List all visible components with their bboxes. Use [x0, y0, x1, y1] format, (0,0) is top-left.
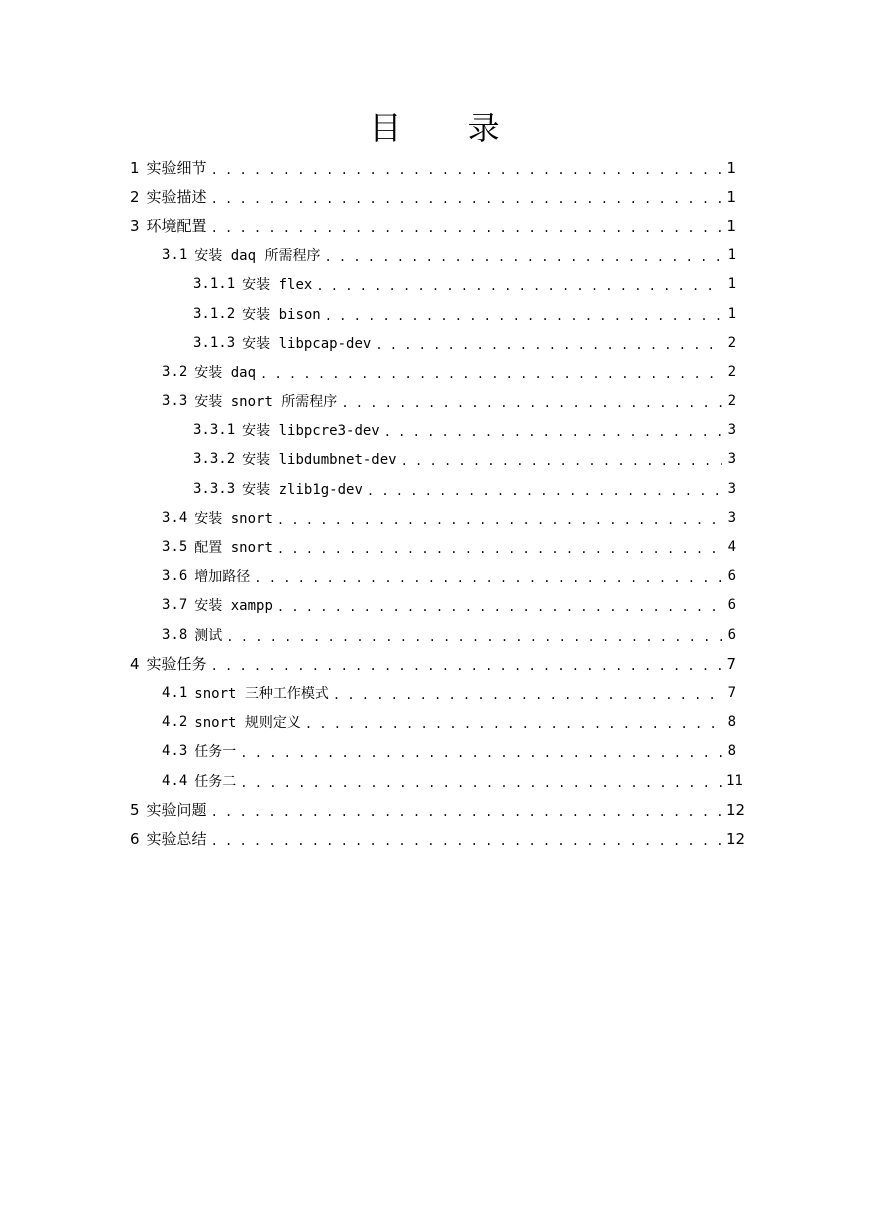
toc-entry-number: 3.4 [162, 509, 188, 526]
toc-entry-3-3-3[interactable] [0, 474, 869, 503]
toc-entry-page: 6 [727, 597, 736, 614]
toc-entry-title: 实验总结 [146, 830, 207, 849]
toc-entry-2[interactable] [0, 182, 869, 211]
toc-entry-3-4[interactable] [0, 503, 869, 532]
toc-dot-leader [384, 426, 722, 438]
toc-entry-3-1-2[interactable] [0, 299, 869, 328]
toc-entry-3-3[interactable] [0, 387, 869, 416]
toc-entry-title: 环境配置 [146, 217, 207, 236]
toc-entry-title: 安装 libpcap-dev [242, 335, 372, 352]
toc-dot-leader [324, 251, 722, 263]
toc-entry-number: 3.1.1 [193, 276, 236, 293]
toc-entry-page: 2 [727, 363, 736, 380]
toc-entry-3[interactable] [0, 211, 869, 240]
toc-entry-3-7[interactable] [0, 591, 869, 620]
toc-dot-leader [211, 193, 722, 205]
toc-entry-page: 3 [727, 451, 736, 468]
toc-entry-3-1-3[interactable] [0, 328, 869, 357]
toc-entry-3-5[interactable] [0, 532, 869, 561]
toc-dot-leader [211, 835, 722, 847]
toc-dot-leader [226, 631, 722, 643]
toc-entry-page: 1 [726, 187, 736, 206]
toc-entry-number: 4 [130, 654, 140, 673]
toc-entry-3-6[interactable] [0, 562, 869, 591]
toc-entry-title: 增加路径 [194, 569, 251, 586]
toc-dot-leader [325, 310, 722, 322]
toc-entry-page: 7 [726, 654, 736, 673]
toc-entry-title: 安装 libdumbnet-dev [242, 452, 397, 469]
toc-entry-page: 6 [727, 568, 736, 585]
toc-entry-number: 3.3.2 [193, 451, 236, 468]
toc-dot-leader [260, 368, 722, 380]
toc-entry-number: 3.8 [162, 626, 188, 643]
toc-entry-title: 安装 daq [194, 364, 257, 381]
toc-entry-number: 2 [130, 187, 140, 206]
toc-entry-title: 测试 [194, 627, 223, 644]
toc-entry-number: 4.1 [162, 684, 188, 701]
toc-entry-page: 11 [726, 772, 743, 789]
toc-entry-title: 安装 flex [242, 277, 313, 294]
toc-entry-number: 4.3 [162, 743, 188, 760]
toc-entry-page: 6 [727, 626, 736, 643]
toc-dot-leader [254, 572, 722, 584]
toc-entry-5[interactable] [0, 795, 869, 824]
toc-dot-leader [211, 164, 722, 176]
toc-entry-number: 3.1.2 [193, 305, 236, 322]
toc-entry-page: 12 [726, 829, 746, 848]
toc-dot-leader [211, 806, 722, 818]
toc-entry-number: 3.7 [162, 597, 188, 614]
toc-dot-leader [240, 747, 722, 759]
toc-entry-page: 8 [727, 743, 736, 760]
toc-dot-leader [341, 397, 722, 409]
toc-entry-title: 安装 snort 所需程序 [194, 394, 338, 411]
toc-entry-title: 安装 bison [242, 306, 321, 323]
toc-entry-3-1-1[interactable] [0, 270, 869, 299]
toc-entry-page: 3 [727, 422, 736, 439]
toc-entry-title: 任务二 [194, 773, 237, 790]
toc-entry-4-1[interactable] [0, 678, 869, 707]
toc-entry-number: 3.2 [162, 363, 188, 380]
toc-entry-page: 1 [726, 216, 736, 235]
toc-entry-page: 4 [727, 539, 736, 556]
toc-entry-3-2[interactable] [0, 357, 869, 386]
toc-entry-number: 3.6 [162, 568, 188, 585]
toc-entry-3-1[interactable] [0, 241, 869, 270]
toc-dot-leader [277, 514, 722, 526]
toc-entry-title: 配置 snort [194, 540, 273, 557]
toc-entry-page: 2 [727, 334, 736, 351]
toc-entry-page: 1 [726, 158, 736, 177]
toc-entry-page: 1 [727, 305, 736, 322]
toc-entry-title: 安装 libpcre3-dev [242, 423, 380, 440]
toc-entry-number: 3.3 [162, 393, 188, 410]
toc-entry-3-3-1[interactable] [0, 416, 869, 445]
toc-entry-title: 安装 snort [194, 510, 273, 527]
toc-entry-number: 3.3.3 [193, 480, 236, 497]
toc-entry-page: 1 [727, 276, 736, 293]
toc-entry-title: 实验细节 [146, 159, 207, 178]
toc-dot-leader [401, 455, 722, 467]
toc-dot-leader [211, 222, 722, 234]
toc-entry-title: 实验描述 [146, 188, 207, 207]
toc-entry-page: 3 [727, 480, 736, 497]
toc-dot-leader [333, 689, 722, 701]
toc-entry-page: 7 [727, 684, 736, 701]
toc-entry-3-3-2[interactable] [0, 445, 869, 474]
toc-entry-page: 12 [726, 800, 746, 819]
toc-entry-page: 8 [727, 714, 736, 731]
toc-entry-title: 实验问题 [146, 801, 207, 820]
toc-entry-number: 1 [130, 158, 140, 177]
toc-entry-title: 安装 zlib1g-dev [242, 481, 363, 498]
toc-entry-number: 4.4 [162, 772, 188, 789]
toc-entry-number: 3.3.1 [193, 422, 236, 439]
toc-entry-number: 3 [130, 216, 140, 235]
toc-entry-title: 安装 xampp [194, 598, 273, 615]
toc-entry-title: snort 三种工作模式 [194, 685, 329, 702]
toc-entry-4-2[interactable] [0, 708, 869, 737]
toc-dot-leader [367, 485, 722, 497]
toc-entry-title: 安装 daq 所需程序 [194, 248, 321, 265]
toc-entry-4[interactable] [0, 649, 869, 678]
toc-entry-title: 实验任务 [146, 655, 207, 674]
toc-title: 目 录 [369, 109, 528, 147]
toc-entry-6[interactable] [0, 824, 869, 853]
toc-entry-1[interactable] [0, 153, 869, 182]
toc-entry-page: 3 [727, 509, 736, 526]
toc-dot-leader [375, 339, 722, 351]
toc-entry-title: 任务一 [194, 744, 237, 761]
toc-dot-leader [316, 280, 722, 292]
toc-entry-number: 4.2 [162, 714, 188, 731]
toc-entry-page: 1 [727, 247, 736, 264]
toc-dot-leader [240, 777, 722, 789]
toc-entry-page: 2 [727, 393, 736, 410]
toc-dot-leader [277, 601, 722, 613]
toc-entry-4-3[interactable] [0, 737, 869, 766]
toc-dot-leader [211, 660, 722, 672]
toc-entry-number: 3.1 [162, 247, 188, 264]
toc-entry-4-4[interactable] [0, 766, 869, 795]
toc-entry-number: 3.1.3 [193, 334, 236, 351]
toc-dot-leader [305, 718, 722, 730]
toc-entry-number: 6 [130, 829, 140, 848]
toc-entry-number: 3.5 [162, 539, 188, 556]
toc-entry-title: snort 规则定义 [194, 715, 301, 732]
toc-entry-3-8[interactable] [0, 620, 869, 649]
toc-dot-leader [277, 543, 722, 555]
toc-entry-number: 5 [130, 800, 140, 819]
toc-list [0, 153, 869, 854]
